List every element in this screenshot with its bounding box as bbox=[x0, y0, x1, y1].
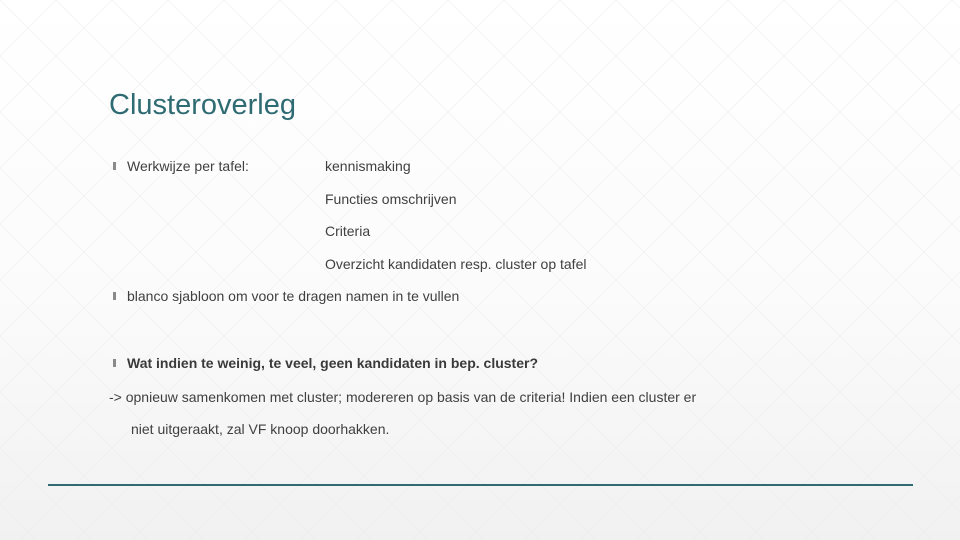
question-text: Wat indien te weinig, te veel, geen kandidaten in bep. cluster? bbox=[127, 355, 539, 371]
bullet-marker bbox=[113, 359, 116, 367]
bottom-divider bbox=[48, 484, 913, 486]
werkwijze-step-3: Criteria bbox=[325, 223, 371, 239]
werkwijze-step-2: Functies omschrijven bbox=[325, 191, 457, 207]
answer-line-1: -> opnieuw samenkomen met cluster; modereren op basis van de criteria! Indien een cluster er bbox=[109, 389, 697, 405]
werkwijze-label: Werkwijze per tafel: bbox=[127, 158, 249, 174]
sjabloon-text: blanco sjabloon om voor te dragen namen in te vullen bbox=[127, 288, 460, 304]
bullet-marker bbox=[113, 292, 116, 300]
answer-line-2: niet uitgeraakt, zal VF knoop doorhakken. bbox=[131, 421, 390, 437]
slide-title: Clusteroverleg bbox=[109, 89, 296, 121]
werkwijze-step-4: Overzicht kandidaten resp. cluster op tafel bbox=[325, 256, 587, 272]
bullet-marker bbox=[113, 162, 116, 170]
werkwijze-step-1: kennismaking bbox=[325, 158, 411, 174]
